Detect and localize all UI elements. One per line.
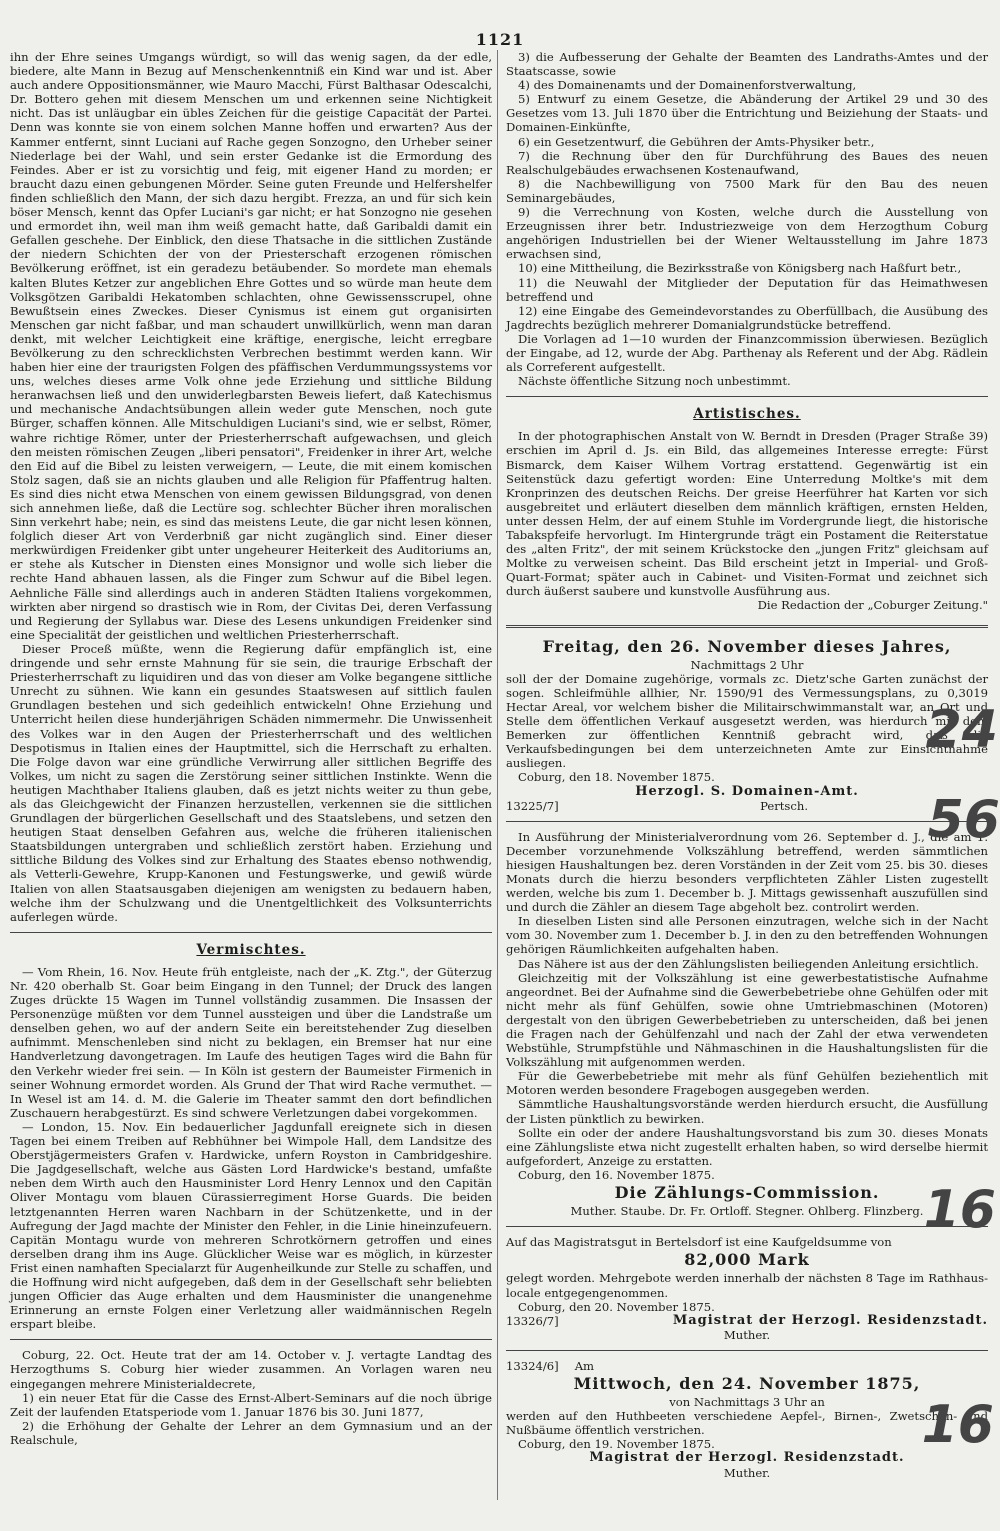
art-signature: Die Redaction der „Coburger Zeitung." bbox=[757, 598, 988, 613]
sale-footer bbox=[506, 1314, 988, 1328]
list-item: Nächste öffentliche Sitzung noch unbestimmt. bbox=[518, 374, 791, 389]
list-item: 5) Entwurf zu einem Gesetze, die Abänderung der Artikel 29 und 30 des Gesetzes vom 13. Juli 1870 über die Entrichtung und Beiziehung der Staats- und Domainen-Einkünfte, bbox=[506, 92, 988, 135]
list-item: 7) die Rechnung über den für Durchführung des Baues des neuen Realschulgebäudes erwachsenen Kostenaufwand, bbox=[506, 148, 988, 177]
ad-time: Nachmittags 2 Uhr bbox=[690, 657, 804, 672]
coburg-report: Coburg, 22. Oct. Heute trat der am 14. October v. J. vertagte Landtag des Herzogthums S. Coburg hier wieder zusammen. An Vorlagen waren neu eingegangen mehrere Ministerialdecrete, bbox=[10, 1348, 492, 1391]
auction-number: 13324/6] bbox=[506, 1358, 559, 1373]
sale-signer: Muther. bbox=[723, 1327, 771, 1342]
ad-signer: Pertsch. bbox=[760, 798, 808, 813]
census-paragraph: In dieselben Listen sind alle Personen einzutragen, welche sich in der Nacht vom 30. November zum 1. December b. J. in den zu den betreffenden Wohnungen gehörigen Räumlichkeiten aufgehalten haben. bbox=[506, 914, 988, 957]
divider-rule bbox=[506, 625, 988, 628]
ad-heading: Freitag, den 26. November dieses Jahres, bbox=[542, 636, 952, 656]
right-column bbox=[506, 50, 988, 1480]
sale-text: Auf das Magistratsgut in Bertelsdorf ist eine Kaufgeldsumme von bbox=[506, 1235, 892, 1250]
column-divider bbox=[497, 50, 498, 1500]
sale-amount: 82,000 Mark bbox=[684, 1250, 810, 1270]
auction-am: Am bbox=[574, 1358, 595, 1373]
divider-rule bbox=[506, 821, 988, 822]
sale-text-2: gelegt worden. Mehrgebote werden innerhalb der nächsten 8 Tage im Rathhaus-locale entgegengenommen. bbox=[506, 1271, 988, 1300]
sale-number: 13326/7] bbox=[506, 1313, 559, 1328]
divider-rule bbox=[10, 1339, 492, 1340]
coburg-item: 1) ein neuer Etat für die Casse des Ernst-Albert-Seminars auf die noch übrige Zeit der laufenden Etatsperiode vom 1. Januar 1876 bis 30. Juni 1877, bbox=[10, 1390, 492, 1419]
left-column bbox=[10, 50, 492, 1447]
list-item: 9) die Verrechnung von Kosten, welche durch die Ausstellung von Erzeugnissen ihrer betr. Industriezweige von dem Herzogthum Coburg angehörigen Industriellen bei der Wiener Weltausstellung im Jahre 1873 erwachsen sind, bbox=[506, 205, 988, 262]
census-commission: Die Zählungs-Commission. bbox=[614, 1183, 880, 1203]
list-item: Die Vorlagen ad 1—10 wurden der Finanzcommission überwiesen. Bezüglich der Eingabe, ad 12, wurde der Abg. Parthenay als Referent und der Abg. Rädlein als Correferent aufgestellt. bbox=[506, 331, 988, 375]
art-text: In der photographischen Anstalt von W. Berndt in Dresden (Prager Straße 39) erschien im April d. Js. ein Bild, das allgemeines Interesse erregte: Fürst Bismarck, dem Kaiser Wilhem Vortrag erstattend. Gegenwärtig ist ein Seitenstück dazu gefertigt worden: Eine Unterredung Moltke's mit dem Kronprinzen des deutschen Reichs. Der greise Heerführer hat Karten vor sich ausgebreitet und erläutert dieselben dem männlich kräftigen, ernsten Helden, unter dessen Helm, der auf einem Stuhle im Vordergrunde liegt, die historische Tabakspfeife hervorlugt. Im Hintergrunde trägt ein Postament die Reiterstatue des „alten Fritz", der mit seinem Krückstocke den „jungen Fritz" gleichsam auf Moltke zu verweisen scheint. Das Bild erscheint jetzt in Imperial- und Groß-Quart-Format; später auch in Cabinet- und Visiten-Format und zeichnet sich durch äußerst saubere und kunstvolle Ausführung aus. bbox=[506, 429, 988, 599]
list-item: 4) des Domainenamts und der Domainenforstverwaltung, bbox=[518, 78, 857, 93]
list-item: 12) eine Eingabe des Gemeindevorstandes zu Oberfüllbach, die Ausübung des Jagdrechts bezüglich mehrerer Domanialgrundstücke betreffend. bbox=[506, 303, 988, 332]
auction-date: Coburg, den 19. November 1875. bbox=[518, 1437, 715, 1452]
auction-text: werden auf den Huthbeeten verschiedene Aepfel-, Birnen-, Zwetschen- und Nußbäume öffentlich verstrichen. bbox=[506, 1409, 988, 1438]
margin-mark: 56 bbox=[927, 790, 1000, 850]
section-title-misc: Vermischtes. bbox=[196, 941, 306, 958]
census-paragraph: Für die Gewerbebetriebe mit mehr als fünf Gehülfen beziehentlich mit Motoren werden besondere Fragebogen ausgegeben werden. bbox=[506, 1069, 988, 1098]
divider-rule bbox=[506, 396, 988, 397]
margin-mark: 16 bbox=[923, 1180, 996, 1240]
misc-item: — Vom Rhein, 16. Nov. Heute früh entgleiste, nach der „K. Ztg.", der Güterzug Nr. 420 oberhalb St. Goar beim Eingang in den Tunnel; der Druck des langen Zuges drückte 15 Wagen im Tunnel vollständig zusammen. Die Insassen der Personenzüge müßten vor dem Tunnel aussteigen und über die Landstraße um denselben gehen, wo auf der andern Seite ein bereitstehender Zug dieselben aufnimmt. Menschenleben sind nicht zu beklagen, ein Bremser hat nur eine Handverletzung davongetragen. Im Laufe des heutigen Tages wird die Bahn für den Verkehr wieder frei sein. — In Köln ist gestern der Baumeister Firmenich in seiner Wohnung ermordet worden. Als Grund der That wird Rache vermuthet. — In Wesel ist am 14. d. M. die Galerie im Theater sammt den dort befindlichen Zuschauern herabgestürzt. Es sind schwere Verletzungen dabei vorgekommen. bbox=[10, 964, 492, 1120]
sale-date: Coburg, den 20. November 1875. bbox=[518, 1299, 715, 1314]
list-item: 3) die Aufbesserung der Gehalte der Beamten des Landraths-Amtes und der Staatscasse, sowie bbox=[506, 50, 988, 79]
ad-number: 13225/7] bbox=[506, 798, 559, 813]
coburg-item: 2) die Erhöhung der Gehalte der Lehrer an dem Gymnasium und an der Realschule, bbox=[10, 1418, 492, 1447]
list-item: 11) die Neuwahl der Mitglieder der Deputation für das Heimathwesen betreffend und bbox=[506, 275, 988, 304]
list-item: 6) ein Gesetzentwurf, die Gebühren der Amts-Physiker betr., bbox=[518, 134, 875, 149]
auction-time: von Nachmittags 3 Uhr an bbox=[669, 1395, 825, 1410]
census-date: Coburg, den 16. November 1875. bbox=[518, 1167, 715, 1182]
auction-heading: Mittwoch, den 24. November 1875, bbox=[573, 1373, 921, 1393]
census-paragraph: In Ausführung der Ministerialverordnung vom 26. September d. J., die am 1. December vorzunehmende Volkszählung betreffend, werden sämmtlichen hiesigen Haushaltungen bez. deren Vorständen in der Zeit vom 25. bis 30. dieses Monats durch die hierzu besonders verpflichteten Zähler Listen zugestellt werden, welche bis zum 1. December b. J. Mittags gewissenhaft auszufüllen sind und durch die Zähler an diesem Tage abgeholt bez. controlirt werden. bbox=[506, 829, 988, 915]
census-paragraph: Sollte ein oder der andere Haushaltungsvorstand bis zum 30. dieses Monats eine Zählungsliste etwa nicht zugestellt erhalten haben, so wird derselbe hiermit aufgefordert, Anzeige zu erstatten. bbox=[506, 1125, 988, 1168]
divider-rule bbox=[506, 1226, 988, 1227]
census-paragraph: Das Nähere ist aus der den Zählungslisten beiliegenden Anleitung ersichtlich. bbox=[518, 956, 979, 971]
margin-mark: 16 bbox=[921, 1395, 994, 1455]
article-paragraph: ihn der Ehre seines Umgangs würdigt, so will das wenig sagen, da der edle, biedere, alte Mann in Bezug auf Menschenkenntniß ein Kind war und ist. Aber auch andere Oppositionsmänner, wie Mauro Macchi, Fürst Balthasar Odescalchi, Dr. Bottero gehen mit diesem Menschen um und erkennen seine Nichtigkeit nicht. Das ist unläugbar ein übles Zeichen für die geistige Capacität der Partei. Denn was konnte sie von einem solchen Manne hoffen und erwarten? Aus der Kammer entfernt, sinnt Luciani auf Rache gegen Sonzogno, den Urheber seiner Niederlage bei der Wahl, und sein erster Gedanke ist die Ermordung des Feindes. Aber er ist zu vorsichtig und feig, mit eigener Hand zu morden; er braucht dazu einen gebungenen Mörder. Seine guten Freunde und Helfershelfer finden schließlich den Mann, der sich dazu hergibt. Frezza, an und für sich kein böser Mensch, kennt das Opfer Luciani's gar nicht; er hat Sonzogno nie gesehen und ermordet ihn, weil man ihm weiß gemacht hatte, daß Garibaldi damit ein Gefallen geschehe. Der Einblick, den diese Thatsache in die sittlichen Zustände der niedern Schichten der von der Priesterschaft erzogenen römischen Bevölkerung eröffnet, ist ein geradezu betäubender. So mordete man ehemals kalten Blutes Ketzer zur angeblichen Ehre Gottes und so würde man heute dem Volksgötzen Garibaldi Hekatomben schlachten, ohne Gewissensscrupel, ohne Bewußtsein eines Zweckes. Dieser Cynismus ist einem gut organisirten Menschen gar nicht faßbar, und man schaudert unwillkürlich, wenn man daran denkt, mit welcher Leichtigkeit eine kräftige, energische, leicht erregbare Bevölkerung zu den schrecklichsten Verbrechen bestimmt werden kann. Wir haben hier eine der traurigsten Folgen des pfäffischen Verdummungssystems vor uns, welches dieses arme Volk ohne jede Erziehung und sittliche Bildung heranwachsen ließ und den unwiderlegbarsten Beweis liefert, daß Katechismus und mechanische Andachtsübungen allein weder gute Menschen, noch gute Bürger, schaffen können. Alle Mitschuldigen Luciani's sind, wie er selbst, Römer, wahre richtige Römer, unter der Priesterherrschaft aufgewachsen, und gleich den meisten römischen Zeugen „liberi pensatori", Freidenker in ihrer Art, welche den Eid auf die Bibel zu leisten verweigern, — Leute, die mit einem komischen Stolz sagen, daß sie an nichts glauben und alle Religion für Pfaffentrug halten. Es sind dies nicht etwa Menschen von einem gewissen Bildungsgrad, von denen sich annehmen ließe, daß die Lectüre sog. schlechter Bücher ihren moralischen Sinn verkehrt habe; nein, es sind das meistens Leute, die gar nicht lesen können, folglich dieser Art von Verderbniß gar nicht zugänglich sind. Einer dieser merkwürdigen Freidenker gibt unter ungeheurer Heiterkeit des Auditoriums an, er stehe als Kutscher in Diensten eines Monsignor und wolle sich lieber die rechte Hand abhauen lassen, als die Finger zum Schwur auf die Bibel legen. Aehnliche Fälle sind allerdings auch in anderen Städten Italiens vorgekommen, wirkten aber nirgend so drastisch wie in Rom, der Civitas Dei, deren Verfassung und Regierung der Syllabus war. Diese des Lesens unkundigen Freidenker sind eine Specialität der geistlichen und weltlichen Priesterherrschaft. bbox=[10, 50, 492, 642]
auction-office: Magistrat der Herzogl. Residenzstadt. bbox=[589, 1450, 905, 1466]
census-paragraph: Gleichzeitig mit der Volkszählung ist eine gewerbestatistische Aufnahme angeordnet. Bei der Aufnahme sind die Gewerbebetriebe ohne Gehülfen oder mit nicht mehr als fünf Gehülfen, sowie ohne Umtriebmaschinen (Motoren) dergestalt von den übrigen Gewerbebetrieben zu unterscheiden, daß bei jenen die Fragen nach der Gehülfenzahl und nach der Zahl der etwa verwendeten Webstühle, Strumpfstühle und Nähmaschinen in die Haushaltungslisten für die Volkszählung mit aufgenommen werden. bbox=[506, 970, 988, 1070]
census-names: Muther. Staube. Dr. Fr. Ortloff. Stegner. Ohlberg. Flinzberg. bbox=[570, 1204, 924, 1219]
auction-header bbox=[506, 1359, 988, 1373]
sale-office: Magistrat der Herzogl. Residenzstadt. bbox=[672, 1312, 988, 1328]
census-paragraph: Sämmtliche Haushaltungsvorstände werden hierdurch ersucht, die Ausfüllung der Listen pünktlich zu bewirken. bbox=[506, 1097, 988, 1126]
list-item: 8) die Nachbewilligung von 7500 Mark für den Bau des neuen Seminargebäudes, bbox=[506, 176, 988, 205]
auction-signer: Muther. bbox=[723, 1465, 771, 1480]
page-number: 1121 bbox=[475, 30, 525, 49]
ad-office: Herzogl. S. Domainen-Amt. bbox=[635, 783, 859, 799]
section-title-art: Artistisches. bbox=[693, 406, 801, 423]
divider-rule bbox=[506, 1350, 988, 1351]
article-paragraph: Dieser Proceß müßte, wenn die Regierung dafür empfänglich ist, eine dringende und sehr ernste Mahnung für sie sein, die traurige Erbschaft der Priesterherrschaft zu liquidiren und das von dieser am Volke begangene sittliche Unrecht zu sühnen. Wie kann ein gesundes Staatswesen auf sittlich faulen Grundlagen bestehen und sich gedeihlich entwickeln! Ohne Erziehung und Unterricht heilen diese hunderjährigen Schäden nimmermehr. Die Unwissenheit des Volkes war in den Augen der Priesterherrschaft und des weltlichen Despotismus in Italien eines der Hauptmittel, sich die Herrschaft zu erhalten. Die Folge davon war eine gründliche Verwirrung aller sittlichen Begriffe des Volkes, um nicht zu sagen die Zerstörung seiner sittlichen Instinkte. Wenn die heutigen Machthaber Italiens glauben, daß es jetzt nichts weiter zu thun gebe, als das Gleichgewicht der Finanzen herzustellen, verkennen sie die sittlichen Grundlagen der bürgerlichen Gesellschaft und des Staatslebens, und setzen den heutigen Staat denselben Gefahren aus, welche die früheren italienischen Staatsbildungen untergraben und schließlich zerstört haben. Erziehung und sittliche Bildung des Volkes sind zur Erhaltung des Staates ebenso nothwendig, als Vetterli-Gewehre, Krupp-Kanonen und Festungswerke, und gewiß würde Italien von allen Staatsausgaben diejenigen am wenigsten zu bedauern haben, welche ihm der Schulzwang und die Unentgeltlichkeit des Volksunterrichts auferlegen würde. bbox=[10, 641, 492, 924]
ad-footer bbox=[506, 799, 988, 813]
list-item: 10) eine Mittheilung, die Bezirksstraße von Königsberg nach Haßfurt betr., bbox=[518, 261, 962, 276]
misc-item: — London, 15. Nov. Ein bedauerlicher Jagdunfall ereignete sich in diesen Tagen bei einem Treiben auf Rebhühner bei Wimpole Hall, dem Landsitze des Oberstjägermeisters Grafen v. Hardwicke, unfern Royston in Cambridgeshire. Die Jagdgesellschaft, welche aus Gästen Lord Hardwicke's bestand, umfaßte neben dem Wirth auch den Hausminister Lord Henry Lennox und den Capitän Oliver Montagu vom blauen Cürassierregiment Horse Guards. Die beiden letztgenannten Herren waren Nachbarn in der Schützenkette, und in der Aufregung der Jagd machte der Minister den Fehler, in die Linie hineinzufeuern. Capitän Montagu wurde von mehreren Schrotkörnern getroffen und eines derselben drang ihm ins Auge. Glücklicher Weise war es möglich, in kürzester Frist einen namhaften Specialarzt für Augenheilkunde zur Stelle zu schaffen, und die Hoffnung wird nicht aufgegeben, daß dem in der Gesellschaft sehr beliebten jungen Officier das Auge erhalten und dem Hausminister die unangenehme Erinnerung an ernste Folgen einer Verletzung aller waidmännischen Regeln erspart bleibe. bbox=[10, 1119, 492, 1332]
margin-mark: 24 bbox=[925, 700, 998, 760]
ad-text: soll der der Domaine zugehörige, vormals zc. Dietz'sche Garten zunächst der sogen. Schleifmühle allhier, Nr. 1590/91 des Vermessungsplans, zu 0,3019 Hectar Areal, vor welchem bisher die Militairschwimmanstalt war, an Ort und Stelle dem öffentlichen Verkauf ausgesetzt werden, was hierdurch mit dem Bemerken zur öffentlichen Kenntniß gebracht wird, daß die Verkaufsbedingungen bei dem unterzeichneten Amte zur Einsichtnahme ausliegen. bbox=[506, 671, 988, 771]
divider-rule bbox=[10, 932, 492, 933]
ad-date: Coburg, den 18. November 1875. bbox=[518, 770, 715, 785]
